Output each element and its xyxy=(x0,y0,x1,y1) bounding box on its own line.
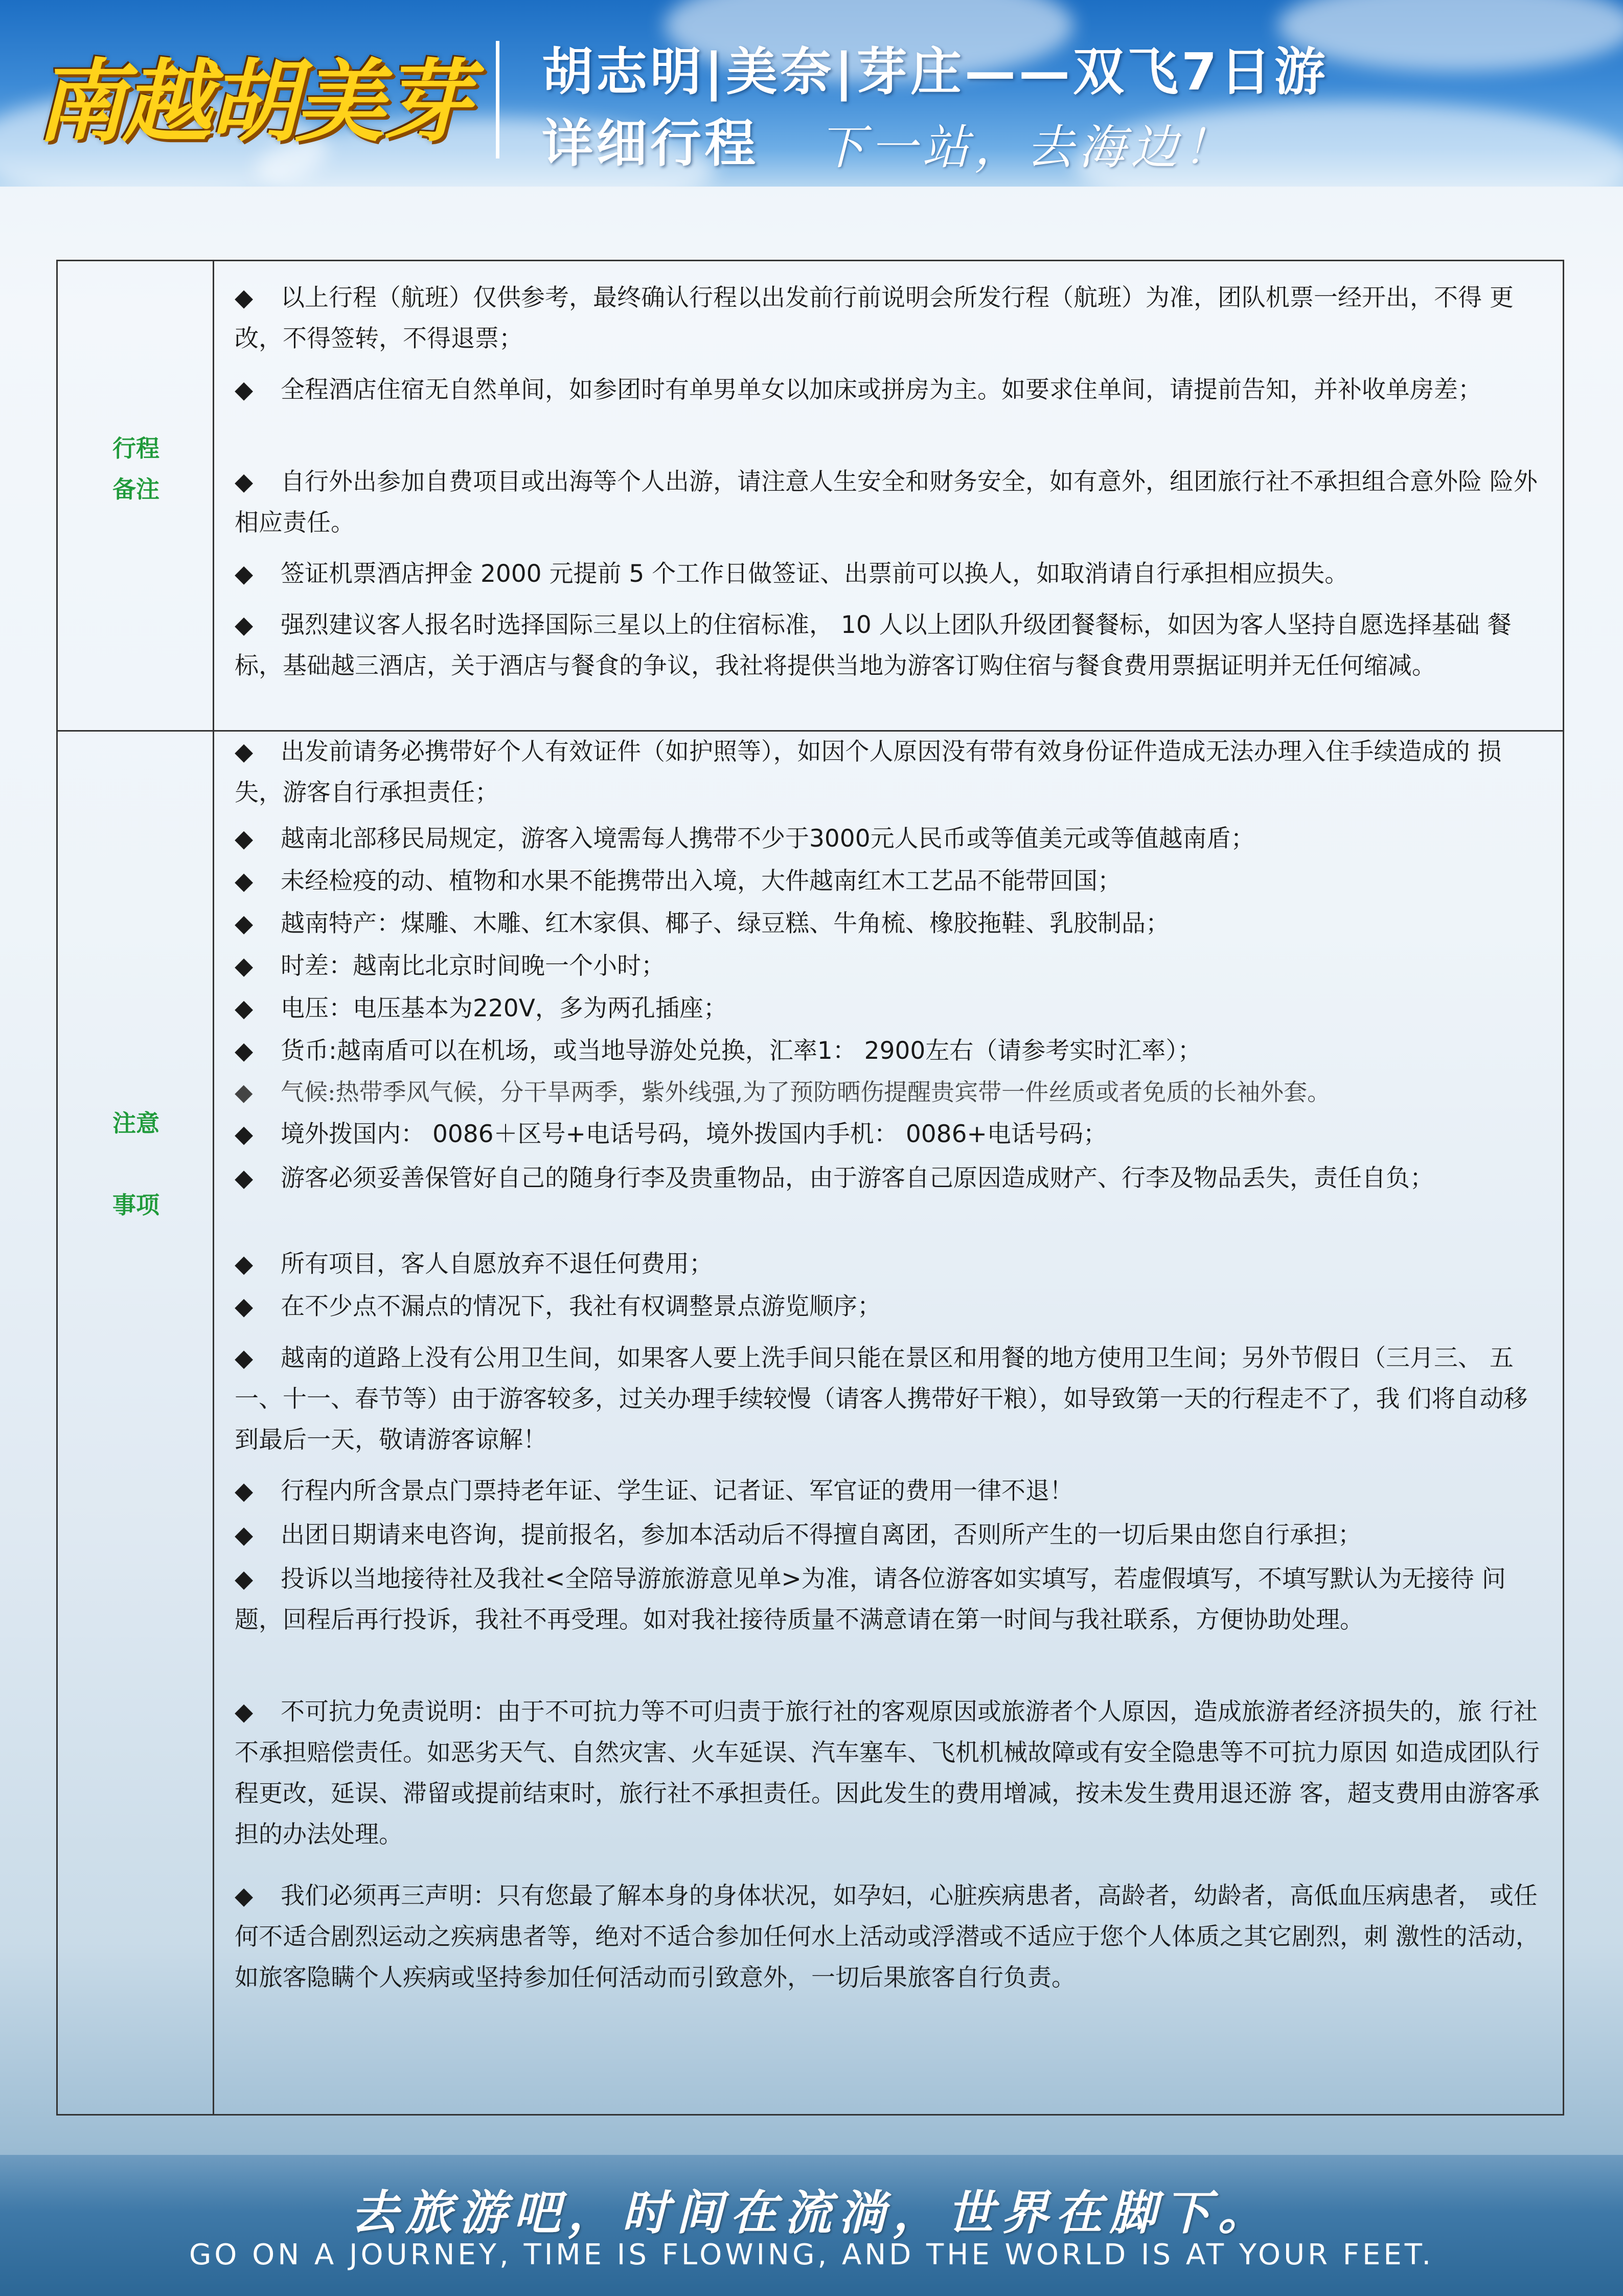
precautions-label-cell xyxy=(58,732,214,2114)
bullet-icon: ◆ xyxy=(235,611,254,639)
bullet-icon: ◆ xyxy=(235,952,254,980)
bullet-icon: ◆ xyxy=(235,1078,253,1106)
tour-title: 胡志明|美奈|芽庄——双飞7日游 xyxy=(542,42,1329,102)
list-item: ◆ 越南特产：煤雕、木雕、红木家俱、椰子、绿豆糕、牛角梳、橡胶拖鞋、乳胶制品； xyxy=(235,903,1542,944)
list-item: ◆ 所有项目，客人自愿放弃不退任何费用； xyxy=(235,1244,1542,1285)
bullet-icon: ◆ xyxy=(235,1521,254,1549)
list-item: ◆ 以上行程（航班）仅供参考，最终确认行程以出发前行前说明会所发行程（航班）为准，团队机票一经开出，不得 更改，不得签转，不得退票； xyxy=(235,278,1542,359)
bullet-icon: ◆ xyxy=(235,376,254,404)
precautions-label-line1: 注意 xyxy=(112,1109,159,1137)
list-item: ◆ 在不少点不漏点的情况下，我社有权调整景点游览顺序； xyxy=(235,1286,1542,1327)
bullet-icon: ◆ xyxy=(235,738,254,766)
list-item: ◆ 货币:越南盾可以在机场，或当地导游处兑换，汇率1： 2900左右（请参考实时汇率）； xyxy=(235,1031,1542,1072)
bullet-icon: ◆ xyxy=(235,1037,254,1065)
precautions-content xyxy=(214,732,1563,2114)
bullet-icon: ◆ xyxy=(235,867,254,895)
bullet-icon: ◆ xyxy=(235,825,254,853)
footer-slogan-cn: 去旅游吧，时间在流淌，世界在脚下。 xyxy=(351,2185,1272,2240)
bullet-icon: ◆ xyxy=(235,1882,254,1910)
list-item: ◆ 签证机票酒店押金 2000 元提前 5 个工作日做签证、出票前可以换人，如取消请自行承担相应损失。 xyxy=(235,554,1542,595)
itinerary-notes-label-cell xyxy=(58,261,214,730)
precautions-row xyxy=(58,732,1563,2114)
bullet-icon: ◆ xyxy=(235,1565,254,1593)
footer-slogan-en: GO ON A JOURNEY, TIME IS FLOWING, AND THE WORLD IS AT YOUR FEET. xyxy=(189,2238,1434,2271)
list-item: ◆ 自行外出参加自费项目或出海等个人出游，请注意人生安全和财务安全，如有意外，组团旅行社不承担组合意外险 险外相应责任。 xyxy=(235,462,1542,543)
list-item: ◆ 全程酒店住宿无自然单间，如参团时有单男单女以加床或拼房为主。如要求住单间，请提前告知，并补收单房差； xyxy=(235,370,1542,411)
list-item: ◆ 强烈建议客人报名时选择国际三星以上的住宿标准， 10 人以上团队升级团餐餐标，如因为客人坚持自愿选择基础 餐标，基础越三酒店，关于酒店与餐食的争议，我社将提供当地为游客订购住宿与餐食费用票据证明并无任何缩减。 xyxy=(235,605,1542,687)
bullet-icon: ◆ xyxy=(235,910,254,938)
bullet-icon: ◆ xyxy=(235,1164,254,1192)
itinerary-notes-label-line2: 备注 xyxy=(112,475,159,503)
bullet-icon: ◆ xyxy=(235,1477,254,1505)
header-divider xyxy=(496,41,499,158)
list-item: ◆ 电压：电压基本为220V，多为两孔插座； xyxy=(235,988,1542,1029)
list-item: ◆ 越南的道路上没有公用卫生间，如果客人要上洗手间只能在景区和用餐的地方使用卫生间；另外节假日（三月三、 五一、十一、春节等）由于游客较多，过关办理手续较慢（请客人携带好干粮），如导致第一天的行程走不了，我 们将自动移到最后一天，敬请游客谅解！ xyxy=(235,1338,1542,1461)
header-banner xyxy=(0,0,1623,187)
list-item: ◆ 游客必须妥善保管好自己的随身行李及贵重物品，由于游客自己原因造成财产、行李及物品丢失，责任自负； xyxy=(235,1158,1542,1199)
brand-logo: 南越胡美芽 xyxy=(36,49,468,154)
itinerary-notes-content xyxy=(214,261,1563,730)
list-item: ◆ 投诉以当地接待社及我社<全陪导游旅游意见单>为准，请各位游客如实填写，若虚假填写，不填写默认为无接待 问题，回程后再行投诉，我社不再受理。如对我社接待质量不满意请在第一时间与我社联系，方便协助处理。 xyxy=(235,1559,1542,1641)
precautions-label-line2: 事项 xyxy=(112,1191,159,1219)
bullet-icon: ◆ xyxy=(235,1120,254,1148)
list-item: ◆ 不可抗力免责说明：由于不可抗力等不可归责于旅行社的客观原因或旅游者个人原因，造成旅游者经济损失的，旅 行社不承担赔偿责任。如恶劣天气、自然灾害、火车延误、汽车塞车、飞机机械故障或有安全隐患等不可抗力原因 如造成团队行程更改，延误、滞留或提前结束时，旅行社不承担责任。因此发生的费用增减，按未发生费用退还游 客，超支费用由游客承担的办法处理。 xyxy=(235,1692,1542,1855)
bullet-icon: ◆ xyxy=(235,560,254,588)
list-item: ◆ 越南北部移民局规定，游客入境需每人携带不少于3000元人民币或等值美元或等值越南盾； xyxy=(235,819,1542,859)
notes-table xyxy=(56,260,1564,2116)
list-item: ◆ 境外拨国内： 0086＋区号+电话号码，境外拨国内手机： 0086+电话号码； xyxy=(235,1114,1542,1155)
header-slogan: 下一站，去海边！ xyxy=(818,120,1236,175)
list-item: ◆ 行程内所含景点门票持老年证、学生证、记者证、军官证的费用一律不退！ xyxy=(235,1471,1542,1512)
list-item: ◆ 出团日期请来电咨询，提前报名，参加本活动后不得擅自离团，否则所产生的一切后果由您自行承担； xyxy=(235,1515,1542,1556)
bullet-icon: ◆ xyxy=(235,1292,254,1321)
tour-subtitle: 详细行程 xyxy=(542,113,759,173)
list-item: ◆ 我们必须再三声明：只有您最了解本身的身体状况，如孕妇，心脏疾病患者，高龄者，幼龄者，高低血压病患者， 或任何不适合剧烈运动之疾病患者等，绝对不适合参加任何水上活动或浮潜或不适应于您个人体质之其它剧烈，刺 激性的活动，如旅客隐瞒个人疾病或坚持参加任何活动而引致意外，一切后果旅客自行负责。 xyxy=(235,1876,1542,1998)
itinerary-notes-label-line1: 行程 xyxy=(112,435,159,462)
itinerary-notes-row xyxy=(58,261,1563,732)
list-item: ◆ 出发前请务必携带好个人有效证件（如护照等），如因个人原因没有带有效身份证件造成无法办理入住手续造成的 损失，游客自行承担责任； xyxy=(235,732,1542,813)
bullet-icon: ◆ xyxy=(235,1698,254,1726)
bullet-icon: ◆ xyxy=(235,1344,254,1372)
bullet-icon: ◆ xyxy=(235,468,254,496)
list-item: ◆ 气候:热带季风气候，分干旱两季，紫外线强,为了预防晒伤提醒贵宾带一件丝质或者免质的长袖外套。 xyxy=(235,1072,1542,1112)
list-item: ◆ 未经检疫的动、植物和水果不能携带出入境，大件越南红木工艺品不能带回国； xyxy=(235,861,1542,902)
bullet-icon: ◆ xyxy=(235,994,254,1022)
list-item: ◆ 时差：越南比北京时间晚一个小时； xyxy=(235,946,1542,987)
bullet-icon: ◆ xyxy=(235,1250,254,1278)
bullet-icon: ◆ xyxy=(235,284,254,312)
